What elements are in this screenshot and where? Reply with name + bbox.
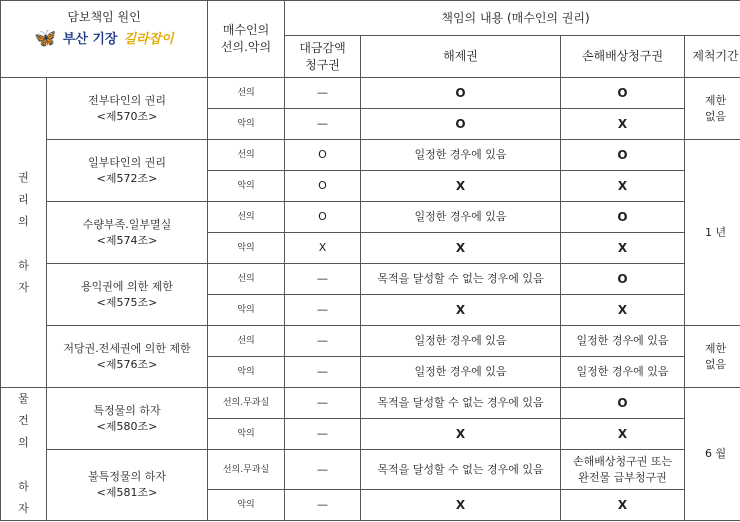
cause-cell (47, 326, 208, 388)
damages-cell: X (561, 233, 685, 264)
rescission-cell: O (361, 78, 561, 109)
reduction-cell: O (285, 140, 361, 171)
reduction-cell: — (285, 264, 361, 295)
cause-cell (47, 388, 208, 450)
rescission-cell: X (361, 171, 561, 202)
rescission-cell: 일정한 경우에 있음 (361, 202, 561, 233)
period-line2: 없음 (704, 357, 727, 371)
header-liability-contents: 책임의 내용 (매수인의 권리) (285, 1, 740, 36)
cause-name: 용익권에 의한 제한 (81, 279, 174, 293)
group-rights-defect: 권 리 의 하 자 (1, 78, 47, 388)
header-faith-line2: 선의.악의 (220, 40, 272, 54)
damages-cell: O (561, 140, 685, 171)
period-line1: 제한 (704, 93, 727, 107)
rescission-cell: 일정한 경우에 있음 (361, 357, 561, 388)
header-faith-line1: 매수인의 (222, 23, 270, 37)
header-reduction-line1: 대금감액 (299, 40, 346, 55)
reduction-cell: — (285, 388, 361, 419)
cause-cell (47, 202, 208, 264)
cause-name: 전부타인의 권리 (88, 93, 166, 107)
damages-cell: X (561, 295, 685, 326)
period-cell: 6 월 (685, 388, 740, 521)
reduction-cell: — (285, 109, 361, 140)
damages-line1: 손해배상청구권 또는 (572, 454, 673, 468)
logo-text-main: 부산 기장 (62, 31, 118, 47)
faith-cell: 악의 (208, 295, 285, 326)
damages-cell: O (561, 78, 685, 109)
damages-cell: O (561, 202, 685, 233)
damages-cell (561, 450, 685, 490)
reduction-cell: — (285, 357, 361, 388)
damages-cell: X (561, 490, 685, 521)
faith-cell: 악의 (208, 109, 285, 140)
damages-cell: X (561, 171, 685, 202)
rescission-cell: 일정한 경우에 있음 (361, 140, 561, 171)
cause-cell (47, 450, 208, 521)
faith-cell: 악의 (208, 171, 285, 202)
period-cell: 1 년 (685, 140, 740, 326)
reduction-cell: — (285, 78, 361, 109)
period-line1: 제한 (704, 341, 727, 355)
reduction-cell: O (285, 202, 361, 233)
header-reduction-line2: 청구권 (305, 57, 340, 72)
damages-cell: X (561, 109, 685, 140)
damages-cell: O (561, 264, 685, 295)
faith-cell: 선의 (208, 78, 285, 109)
header-guarantee-cause (1, 1, 208, 78)
cause-article: <제581조> (96, 486, 158, 499)
reduction-cell: O (285, 171, 361, 202)
faith-cell: 선의 (208, 140, 285, 171)
faith-cell: 악의 (208, 490, 285, 521)
cause-article: <제570조> (96, 109, 158, 123)
cause-article: <제572조> (96, 171, 158, 185)
reduction-cell: — (285, 450, 361, 490)
faith-cell: 악의 (208, 357, 285, 388)
rescission-cell: 목적을 달성할 수 없는 경우에 있음 (361, 264, 561, 295)
faith-cell: 선의 (208, 202, 285, 233)
group-things-defect: 물 건 의 하 자 (1, 388, 47, 521)
cause-cell (47, 78, 208, 140)
rescission-cell: 목적을 달성할 수 없는 경우에 있음 (361, 388, 561, 419)
faith-cell: 선의 (208, 326, 285, 357)
cause-article: <제576조> (96, 357, 158, 371)
cause-article: <제574조> (96, 233, 158, 247)
damages-line2: 완전물 급부청구권 (578, 470, 667, 484)
cause-name: 일부타인의 권리 (88, 155, 166, 169)
cause-name: 특정물의 하자 (93, 403, 161, 417)
rescission-cell: X (361, 295, 561, 326)
cause-article: <제580조> (96, 419, 158, 433)
reduction-cell: — (285, 490, 361, 521)
header-price-reduction (285, 36, 361, 78)
header-damages: 손해배상청구권 (561, 36, 685, 78)
site-logo (34, 30, 173, 48)
rescission-cell: X (361, 233, 561, 264)
cause-name: 불특정물의 하자 (88, 470, 166, 483)
cause-cell (47, 140, 208, 202)
faith-cell: 선의.무과실 (208, 450, 285, 490)
rescission-cell: X (361, 490, 561, 521)
rescission-cell: X (361, 419, 561, 450)
header-guarantee-text: 담보책임 원인 (67, 10, 141, 24)
header-buyer-faith (208, 1, 285, 78)
header-rescission: 해제권 (361, 36, 561, 78)
reduction-cell: — (285, 295, 361, 326)
damages-cell: O (561, 388, 685, 419)
period-cell (685, 326, 740, 388)
rescission-cell: 목적을 달성할 수 없는 경우에 있음 (361, 450, 561, 490)
period-cell (685, 78, 740, 140)
cause-cell (47, 264, 208, 326)
logo-text-accent: 길라잡이 (123, 31, 174, 47)
butterfly-icon: 🦋 (34, 28, 57, 49)
reduction-cell: — (285, 326, 361, 357)
header-exclusion-period: 제척기간 (685, 36, 740, 78)
faith-cell: 선의.무과실 (208, 388, 285, 419)
reduction-cell: — (285, 419, 361, 450)
rescission-cell: O (361, 109, 561, 140)
rescission-cell: 일정한 경우에 있음 (361, 326, 561, 357)
cause-name: 저당권.전세권에 의한 제한 (63, 341, 191, 355)
damages-cell: 일정한 경우에 있음 (561, 326, 685, 357)
cause-article: <제575조> (96, 295, 158, 309)
cause-name: 수량부족.일부멸실 (82, 217, 172, 231)
reduction-cell: X (285, 233, 361, 264)
faith-cell: 악의 (208, 419, 285, 450)
damages-cell: 일정한 경우에 있음 (561, 357, 685, 388)
damages-cell: X (561, 419, 685, 450)
faith-cell: 선의 (208, 264, 285, 295)
faith-cell: 악의 (208, 233, 285, 264)
period-line2: 없음 (704, 109, 727, 123)
